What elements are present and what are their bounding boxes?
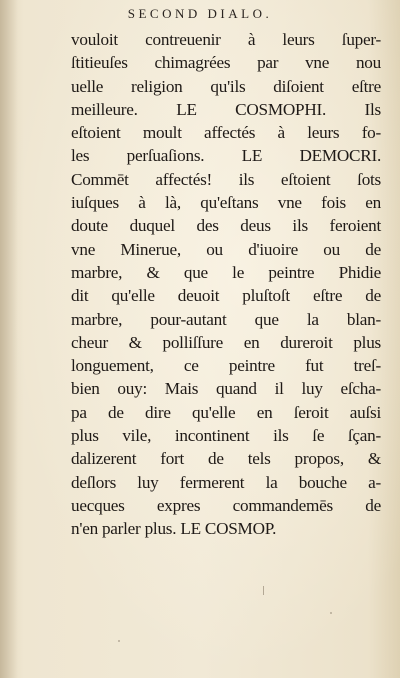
ink-fleck xyxy=(330,612,332,614)
text-line: deſlors luy fermerent la bouche a- xyxy=(71,472,381,492)
text-line: vne Minerue, ou d'iuoire ou de xyxy=(71,239,381,259)
text-line: les perſuaſions. LE DEMOCRI. xyxy=(71,146,381,166)
text-line: doute duquel des deus ils feroient xyxy=(71,216,381,236)
text-line: uelle religion qu'ils diſoient eſtre xyxy=(71,76,381,96)
text-line: ſtitieuſes chimagrées par vne nou xyxy=(71,53,381,73)
text-line: vouloit contreuenir à leurs ſuper- xyxy=(71,30,381,49)
text-line: dalizerent fort de tels propos, & xyxy=(71,449,381,469)
text-line: marbre, & que le peintre Phidie xyxy=(71,262,381,282)
text-line: eſtoient moult affectés à leurs fo- xyxy=(71,123,381,143)
text-line: plus vile, incontinent ils ſe ſçan- xyxy=(71,426,381,446)
text-line: Commēt affectés! ils eſtoient ſots xyxy=(71,169,381,189)
text-line: n'en parler plus. LE COSMOP. xyxy=(71,519,277,539)
text-line: bien ouy: Mais quand il luy eſcha- xyxy=(71,379,381,399)
text-line: cheur & polliſſure en dureroit plus xyxy=(71,332,381,352)
text-line: longuement, ce peintre fut treſ- xyxy=(71,356,381,376)
ink-fleck xyxy=(118,640,120,642)
spine-shadow xyxy=(0,0,18,678)
text-line: iuſques à là, qu'eſtans vne fois en xyxy=(71,193,381,213)
text-line: meilleure. LE COSMOPHI. Ils xyxy=(71,99,381,119)
body-text xyxy=(71,28,381,541)
text-line: pa de dire qu'elle en ſeroit auſsi xyxy=(71,402,381,422)
stray-ink-mark xyxy=(263,586,264,595)
text-line: uecques expres commandemēs de xyxy=(71,495,381,515)
text-line: marbre, pour-autant que la blan- xyxy=(71,309,381,329)
text-line: dit qu'elle deuoit pluſtoſt eſtre de xyxy=(71,286,381,306)
running-head: SECOND DIALO. xyxy=(127,6,273,21)
